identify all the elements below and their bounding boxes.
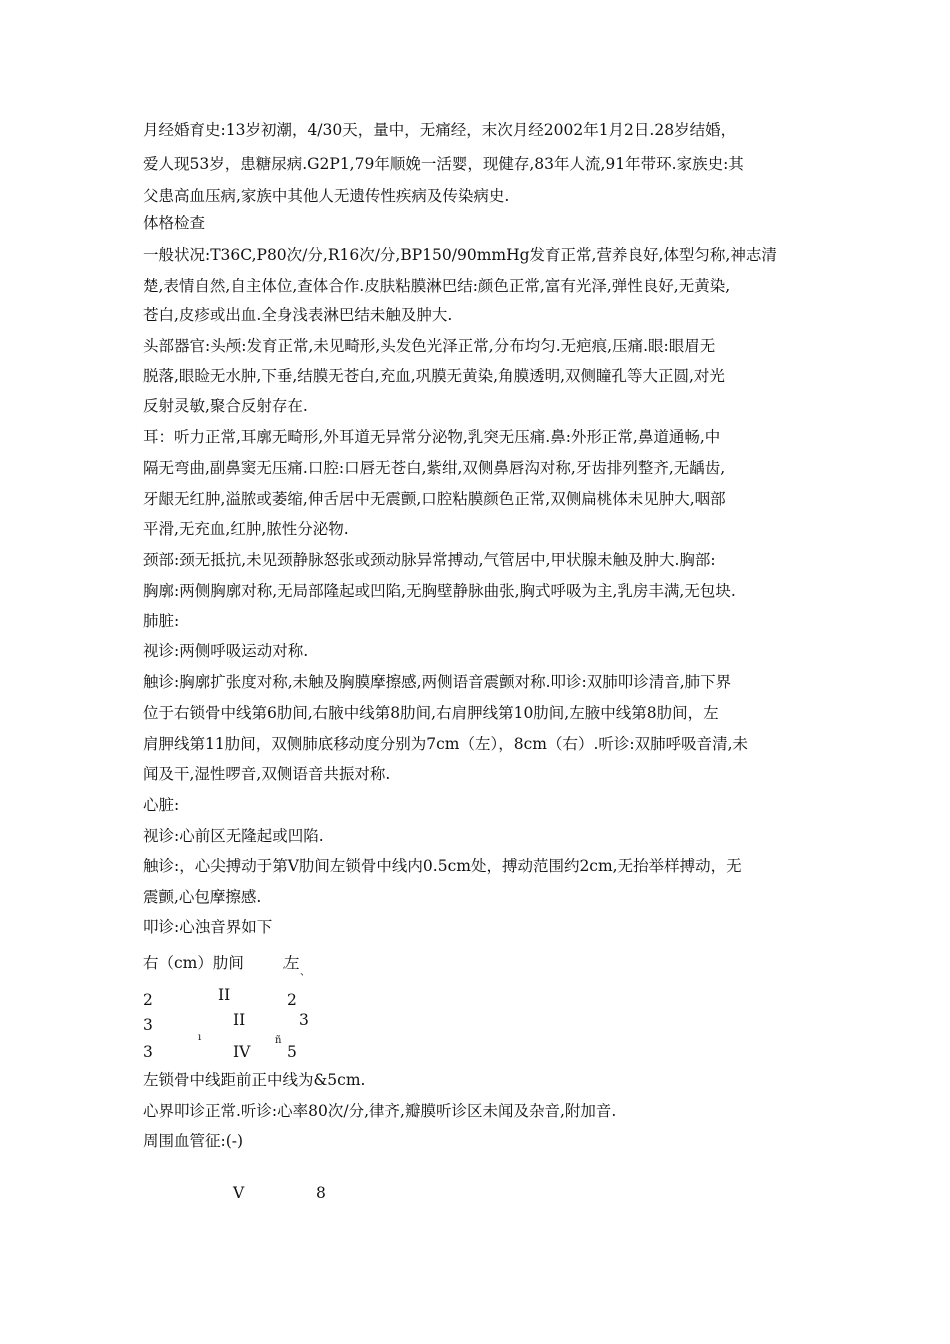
text-line: 爱人现53岁，患糖尿病.G2P1,79年顺娩一活婴，现健存,83年人流,91年带环.家族史:其 bbox=[143, 155, 744, 173]
text-line: 周围血管征:(-) bbox=[143, 1132, 244, 1150]
text-line: 苍白,皮疹或出血.全身浅表淋巴结未触及肿大. bbox=[143, 306, 453, 324]
text-line: 视诊:心前区无隆起或凹陷. bbox=[143, 827, 324, 845]
text-line: 位于右锁骨中线第6肋间,右腋中线第8肋间,右肩胛线第10肋间,左腋中线第8肋间，左 bbox=[143, 704, 719, 722]
text-line: 平滑,无充血,红肿,脓性分泌物. bbox=[143, 520, 349, 538]
text-line: 触诊:胸廓扩张度对称,未触及胸膜摩擦感,两侧语音震颤对称.叩诊:双肺叩诊清音,肺下界 bbox=[143, 673, 732, 691]
text-line: 隔无弯曲,副鼻窦无压痛.口腔:口唇无苍白,紫绀,双侧鼻唇沟对称,牙齿排列整齐,无龋齿, bbox=[143, 459, 726, 477]
text-line: 一般状况:T36C,P80次/分,R16次/分,BP150/90mmHg发育正常,营养良好,体型匀称,神志清 bbox=[143, 246, 777, 264]
table-cell-rib: II bbox=[218, 986, 231, 1004]
text-line: 触诊:，心尖搏动于第Ⅴ肋间左锁骨中线内0.5cm处，搏动范围约2cm,无抬举样搏动，无 bbox=[143, 857, 742, 875]
text-line: 叩诊:心浊音界如下 bbox=[143, 918, 273, 936]
text-line: 楚,表情自然,自主体位,查体合作.皮肤粘膜淋巴结:颜色正常,富有光泽,弹性良好,无黄染, bbox=[143, 277, 731, 295]
text-line: 心脏: bbox=[143, 796, 180, 814]
table-cell-right: 3 bbox=[143, 1016, 153, 1034]
table-cell-left: 2 bbox=[287, 991, 297, 1009]
text-line: 父患高血压病,家族中其他人无遗传性疾病及传染病史. bbox=[143, 187, 510, 205]
text-line: 胸廓:两侧胸廓对称,无局部隆起或凹陷,无胸壁静脉曲张,胸式呼吸为主,乳房丰满,无包块. bbox=[143, 582, 736, 600]
table-cell-left: 3 bbox=[299, 1011, 309, 1029]
text-line: 头部器官:头颅:发育正常,未见畸形,头发色光泽正常,分布均匀.无疤痕,压痛.眼:眼眉无 bbox=[143, 337, 716, 355]
text-line: 心界叩诊正常.听诊:心率80次/分,律齐,瓣膜听诊区未闻及杂音,附加音. bbox=[143, 1102, 617, 1120]
text-line: 反射灵敏,聚合反射存在. bbox=[143, 397, 308, 415]
section-heading: 体格检查 bbox=[143, 214, 206, 232]
table-header-left: 左 bbox=[284, 954, 300, 972]
table-cell-left: 8 bbox=[316, 1184, 326, 1202]
text-line: 肩胛线第11肋间，双侧肺底移动度分别为7cm（左），8cm（右）.听诊:双肺呼吸音清,未 bbox=[143, 735, 749, 753]
table-mark: ı bbox=[198, 1032, 202, 1043]
table-cell-rib: IV bbox=[233, 1043, 251, 1061]
text-line: 脱落,眼睑无水肿,下垂,结膜无苍白,充血,巩膜无黄染,角膜透明,双侧瞳孔等大正圆,对光 bbox=[143, 367, 725, 385]
table-header-right-cm: 右（cm）肋间 bbox=[143, 954, 244, 972]
table-mark: ˊ bbox=[281, 967, 286, 978]
table-cell-left: 5 bbox=[287, 1043, 297, 1061]
text-line: 月经婚育史:13岁初潮，4/30天，量中，无痛经，末次月经2002年1月2日.28岁结婚， bbox=[143, 121, 737, 139]
text-line: 视诊:两侧呼吸运动对称. bbox=[143, 642, 309, 660]
text-line: 震颤,心包摩擦感. bbox=[143, 888, 262, 906]
text-line: 左锁骨中线距前正中线为&5cm. bbox=[143, 1071, 366, 1089]
table-cell-rib: II bbox=[233, 1011, 246, 1029]
text-line: 牙龈无红肿,溢脓或萎缩,伸舌居中无震颤,口腔粘膜颜色正常,双侧扁桃体未见肿大,咽部 bbox=[143, 490, 726, 508]
table-mark: ñ bbox=[275, 1035, 282, 1046]
text-line: 闻及干,湿性啰音,双侧语音共振对称. bbox=[143, 765, 391, 783]
text-line: 颈部:颈无抵抗,未见颈静脉怒张或颈动脉异常搏动,气管居中,甲状腺未触及肿大.胸部: bbox=[143, 551, 716, 569]
text-line: 耳：听力正常,耳廓无畸形,外耳道无异常分泌物,乳突无压痛.鼻:外形正常,鼻道通畅,中 bbox=[143, 428, 721, 446]
table-mark: 、 bbox=[300, 967, 310, 978]
table-cell-rib: V bbox=[233, 1184, 245, 1202]
table-cell-right: 3 bbox=[143, 1043, 153, 1061]
text-line: 肺脏: bbox=[143, 612, 180, 630]
table-cell-right: 2 bbox=[143, 991, 153, 1009]
